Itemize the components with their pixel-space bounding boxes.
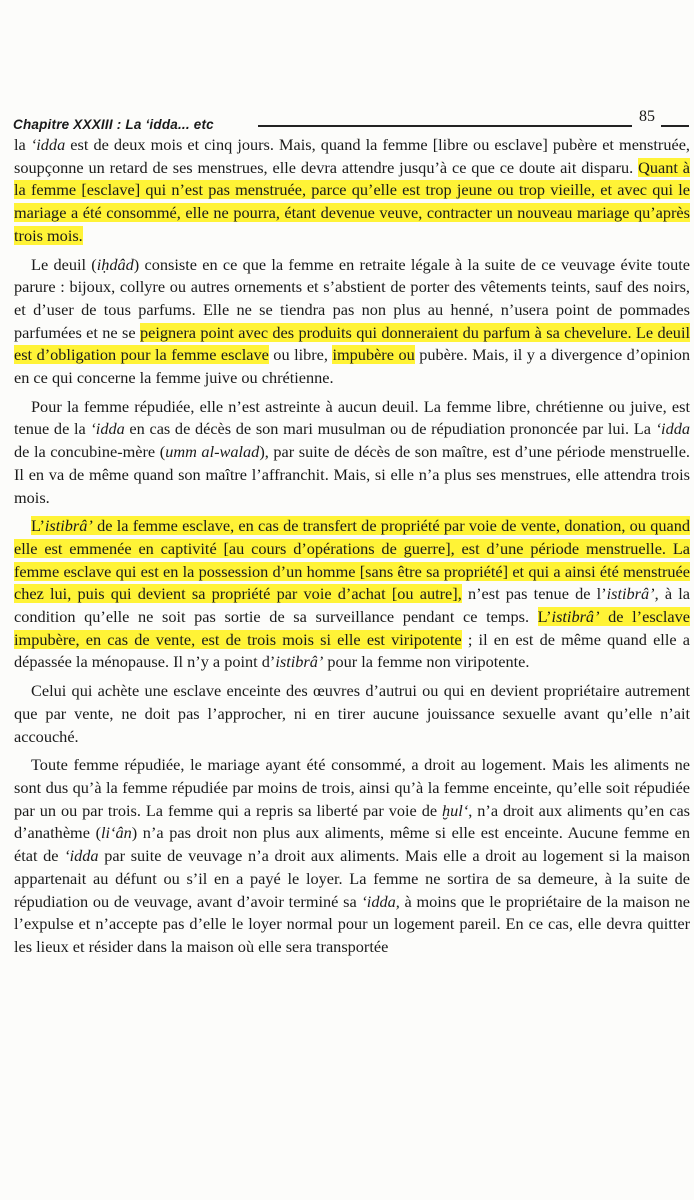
- italic-term: istibrâ’: [275, 652, 324, 672]
- highlighted-text: de la femme esclave, en cas de transfert de propriété par voie de vente, donation, ou quand elle est emmenée en captivité [au cours d’opérations de guerre], est d’une période menstruelle. La femme esclave qui est en la possession d’un homme [sans être sa propriété] et qui a ainsi été menstruée chez lui, puis qui devient sa propriété par voie d’achat [ou autre],: [14, 516, 690, 604]
- highlighted-text: de l’esclave impubère, en cas de vente, est de trois mois si elle est viripotente: [14, 607, 690, 649]
- text-run: à moins que le propriétaire de la maison ne l’expulse et n’accepte pas d’elle le loyer normal pour un logement pareil. En ce cas, elle devra quitter les lieux et résider dans la maison où elle sera transportée: [14, 891, 691, 956]
- page-number: 85: [639, 108, 655, 125]
- highlighted-text: istibrâ’: [551, 607, 600, 627]
- highlighted-text: L’: [31, 516, 45, 536]
- header-rule-left: [258, 125, 632, 127]
- text-run: ) n’a pas droit non plus aux aliments, même si elle est enceinte. Aucune femme en état de: [14, 823, 690, 866]
- text-run: ) consiste en ce que la femme en retraite légale à la suite de ce veuvage évite toute parure : bijoux, collyre ou autres ornements et s’abstient de porter des vêtements teints, sauf des noirs, et d’user de tous parfums. Elle ne se tiendra pas non plus au henné, n’usera point de pommades parfumées et ne se: [14, 254, 690, 342]
- highlighted-text: istibrâ’: [44, 516, 93, 536]
- text-run: Pour la femme répudiée, elle n’est astreinte à aucun deuil. La femme libre, chrétienne ou juive, est tenue de la: [14, 396, 690, 439]
- italic-term: istibrâ’: [606, 584, 655, 604]
- highlighted-text: impubère ou: [332, 345, 415, 365]
- italic-term: ḫul‘: [442, 800, 469, 820]
- text-run: ou libre,: [268, 345, 333, 365]
- paragraph-3: [14, 396, 690, 510]
- text-run: ; il en est de même quand elle a dépassée la ménopause. Il n’y a point d’: [14, 629, 690, 672]
- paragraph-1: [14, 134, 690, 248]
- text-run: en cas de décès de son mari musulman ou de répudiation prononcée par lui. La: [124, 419, 656, 439]
- text-run: est de deux mois et cinq jours. Mais, quand la femme [libre ou esclave] pubère et menstruée, soupçonne un retard de ses menstrues, elle devra attendre jusqu’à ce que ce doute ait disparu.: [14, 135, 691, 177]
- highlighted-text: peignera point avec des produits qui donneraient du parfum à sa chevelure. Le deuil est d’obligation pour la femme esclave: [14, 322, 690, 365]
- paragraph-6: [14, 754, 690, 958]
- italic-term: iḥdâd: [96, 254, 134, 274]
- highlighted-text: Quant à la femme [esclave] qui n’est pas menstruée, parce qu’elle est trop jeune ou trop vieille, et avec qui le mariage a été consommé, elle ne pourra, étant devenue veuve, contracter un nouveau mariage qu’après trois mois.: [14, 157, 690, 245]
- text-run: Celui qui achète une esclave enceinte des œuvres d’autrui ou qui en devient propriétaire autrement que par vente, ne doit pas l’approcher, ni en tirer aucune jouissance sexuelle avant qu’elle n’ait accouché.: [14, 681, 690, 746]
- text-run: de la concubine-mère (: [14, 442, 166, 462]
- italic-term: umm al-walad: [165, 442, 260, 462]
- italic-term: ‘idda: [30, 135, 66, 154]
- italic-term: ‘idda,: [361, 891, 400, 911]
- text-run: ), par suite de décès de son maître, est d’une période menstruelle. Il en va de même quand son maître l’affranchit. Mais, si elle n’a plus ses menstrues, elle attendra trois mois.: [14, 442, 691, 507]
- italic-term: ‘idda: [655, 419, 690, 439]
- chapter-title: Chapitre XXXIII : La ‘idda... etc: [13, 117, 214, 132]
- text-run: par suite de veuvage n’a droit aux aliments. Mais elle a droit au logement si la maison appartenait au défunt ou s’il en a payé le loyer. La femme ne sortira de sa demeure, à la suite de répudiation ou de veuvage, avant d’avoir terminé sa: [14, 846, 690, 911]
- header-rule-right: [661, 125, 689, 127]
- text-run: la: [14, 135, 31, 154]
- paragraph-5: [14, 680, 690, 748]
- body-text: [14, 134, 690, 965]
- paragraph-2: [14, 254, 690, 390]
- highlighted-text: L’: [537, 607, 552, 627]
- running-header: [13, 106, 689, 136]
- text-run: pour la femme non viripotente.: [323, 652, 530, 672]
- italic-term: li‘ân: [101, 823, 132, 843]
- text-run: pubère. Mais, il y a divergence d’opinion en ce qui concerne la femme juive ou chrétienne.: [14, 345, 690, 388]
- italic-term: ‘idda: [64, 846, 99, 866]
- italic-term: ‘idda: [90, 419, 125, 439]
- text-run: Toute femme répudiée, le mariage ayant été consommé, a droit au logement. Mais les aliments ne sont dus qu’à la femme répudiée par moins de trois, ainsi qu’à la femme enceinte, qu’elle soit répudiée par un ou par trois. La femme qui a repris sa liberté par voie de: [14, 755, 690, 820]
- text-run: n’est pas tenue de l’: [461, 584, 607, 604]
- text-run: , n’a droit aux aliments qu’en cas d’anathème (: [14, 800, 691, 843]
- text-run: Le deuil (: [31, 254, 97, 274]
- text-run: , à la condition qu’elle ne soit pas sortie de sa surveillance pendant ce temps.: [14, 584, 690, 627]
- paragraph-4: [14, 515, 690, 674]
